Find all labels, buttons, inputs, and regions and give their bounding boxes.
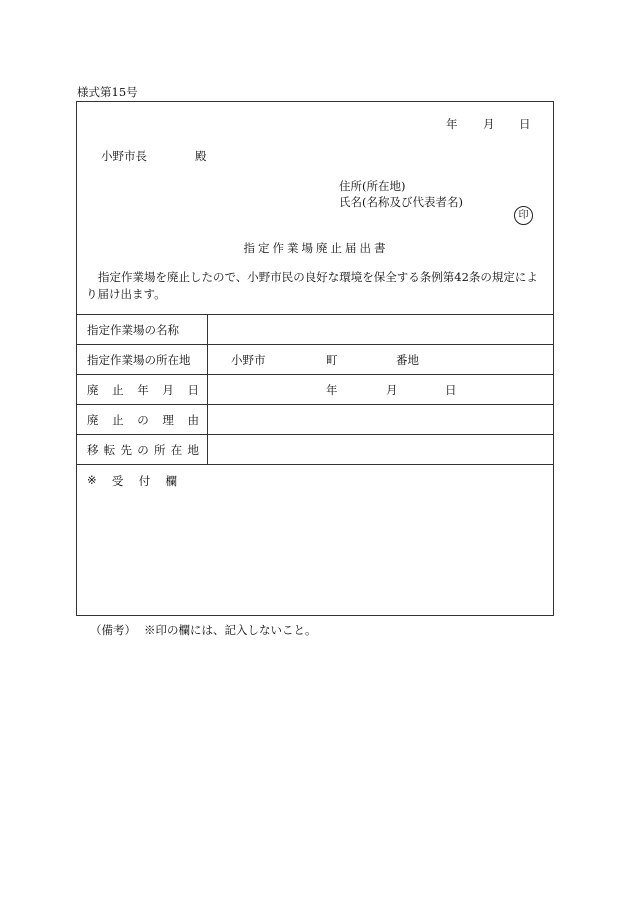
date-month: 月: [483, 117, 495, 131]
address-label: 住所(所在地): [339, 179, 406, 193]
row-label-site-name: 指定作業場の名称: [87, 323, 179, 337]
addressee-name: 小野市長: [101, 149, 147, 163]
location-lot: 番地: [396, 353, 419, 367]
table-line: [77, 464, 553, 465]
document-title: 指定作業場廃止届出書: [243, 241, 389, 255]
table-line: [77, 344, 553, 345]
footnote-prefix: （備考）: [90, 623, 136, 637]
table-line: [77, 434, 553, 435]
row-label-abolition-date: 廃 止 年 月 日: [87, 383, 199, 397]
abolition-year: 年: [326, 383, 338, 397]
form-box: [76, 101, 554, 616]
row-label-relocation: 移 転 先 の 所 在 地: [87, 443, 199, 457]
table-line: [77, 374, 553, 375]
location-town: 町: [326, 353, 338, 367]
reception-label: ※ 受 付 欄: [87, 473, 177, 488]
footnote-text: ※印の欄には、記入しないこと。: [144, 623, 317, 637]
abolition-day: 日: [445, 383, 457, 397]
location-city: 小野市: [231, 353, 266, 367]
addressee-honorific: 殿: [195, 149, 207, 163]
table-column-divider: [207, 314, 208, 464]
row-label-reason: 廃 止 の 理 由: [87, 413, 199, 427]
date-day: 日: [519, 117, 531, 131]
body-text: 指定作業場を廃止したので、小野市民の良好な環境を保全する条例第42条の規定により届け出ます。: [86, 270, 538, 301]
table-line: [77, 314, 553, 315]
date-year: 年: [446, 117, 458, 131]
name-label: 氏名(名称及び代表者名): [339, 195, 463, 209]
abolition-month: 月: [386, 383, 398, 397]
row-label-site-location: 指定作業場の所在地: [87, 353, 191, 367]
form-number: 様式第15号: [77, 85, 138, 99]
footnote: [90, 622, 317, 638]
table-line: [77, 404, 553, 405]
seal-mark: 印: [514, 206, 533, 225]
